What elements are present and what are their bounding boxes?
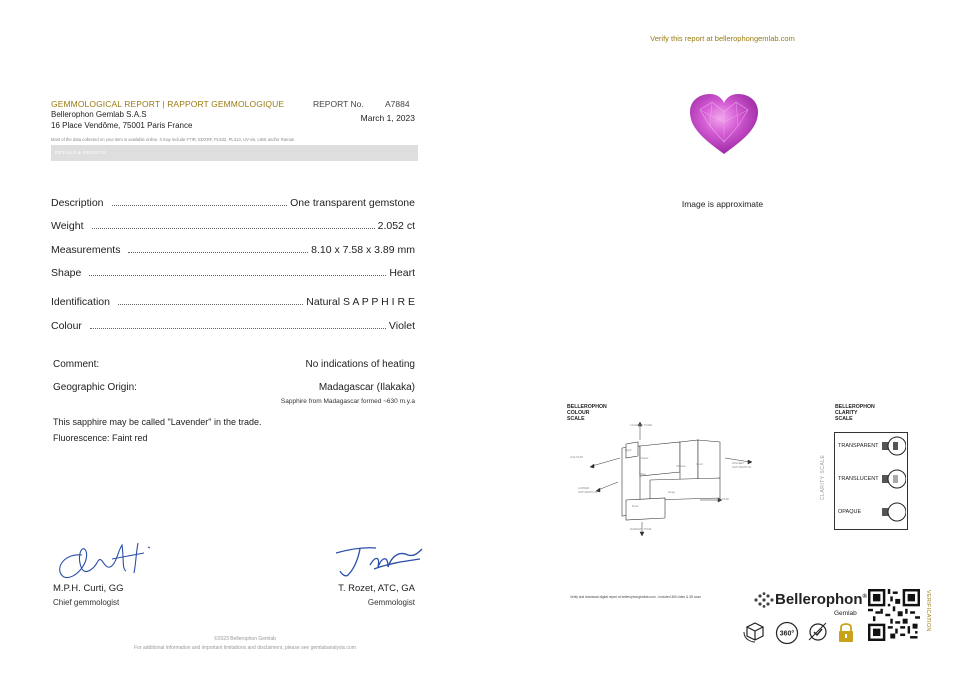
clarity-item-label: OPAQUE	[838, 509, 862, 515]
colour-scale-label: COLOUR	[570, 455, 583, 459]
brand-name: Bellerophon®	[775, 591, 867, 608]
vertical-verification-label: VERIFICATION	[925, 590, 931, 632]
detail-row-weight	[51, 218, 415, 232]
report-date: March 1, 2023	[360, 113, 415, 123]
detail-value: 8.10 x 7.58 x 3.89 mm	[311, 244, 415, 256]
transparent-icon	[880, 435, 906, 457]
data-note: Most of the data collected on your item is available online. It may include FTIR, EDXRF, PL532, PL313, UV-vis, LIBS and/or Raman	[51, 137, 295, 142]
signature-curti	[52, 533, 157, 583]
colour-scale-label: Vibrant	[676, 464, 686, 468]
detail-row-colour	[51, 318, 415, 332]
lock-icon	[836, 620, 856, 644]
origin-note: Sapphire from Madagascar formed ~630 m.y.a	[280, 398, 415, 405]
gemstone-image	[688, 92, 760, 158]
dot-leader	[92, 227, 375, 229]
colour-scale-label: LOWER SATURATION	[578, 486, 597, 494]
colour-scale-label: Blue	[640, 472, 647, 476]
signatory-2-role: Gemmologist	[367, 598, 415, 607]
translucent-icon	[880, 468, 906, 490]
image-caption: Image is approximate	[681, 199, 764, 209]
detail-label: Colour	[51, 320, 82, 332]
detail-label: Identification	[51, 296, 110, 308]
360-label: 360°	[779, 630, 795, 638]
report-number: A7884	[385, 99, 410, 109]
origin-value: Madagascar (Ilakaka)	[318, 382, 415, 393]
fluorescence-note: Fluorescence: Faint red	[53, 433, 148, 443]
detail-value: Heart	[389, 267, 415, 279]
verified-check-icon	[806, 620, 830, 644]
trade-note: This sapphire may be called "Lavender" in the trade.	[53, 417, 262, 427]
dot-leader	[89, 274, 386, 276]
360-video-icon	[775, 621, 799, 645]
detail-value: Violet	[388, 320, 415, 332]
colour-scale-label: DARKER TONE	[630, 527, 652, 531]
colour-scale-label: Dark	[632, 504, 639, 508]
origin-label: Geographic Origin:	[53, 382, 137, 393]
comment-label: Comment:	[53, 359, 100, 370]
colour-scale-label: Deep	[668, 490, 676, 494]
detail-value: One transparent gemstone	[290, 197, 415, 209]
verify-link-text[interactable]: Verify this report at bellerophongemlab.com	[650, 34, 795, 43]
qr-code[interactable]	[868, 589, 920, 641]
signature-rozet	[330, 535, 425, 580]
detail-label: Shape	[51, 267, 82, 279]
dot-leader	[128, 251, 308, 253]
detail-row-measurements	[51, 242, 415, 256]
detail-row-description	[51, 195, 415, 209]
3d-scan-icon	[742, 620, 768, 644]
detail-label: Measurements	[51, 244, 121, 256]
colour-scale-diagram	[570, 422, 765, 537]
detail-row-identification	[51, 294, 415, 308]
brand-sub: Gemlab	[834, 610, 857, 617]
comment-value: No indications of heating	[305, 359, 415, 370]
dot-leader	[112, 204, 288, 206]
colour-scale-label: LIGHTER TONE	[630, 423, 653, 427]
detail-value: Natural S A P P H I R E	[306, 296, 415, 308]
clarity-item-label: TRANSLUCENT	[838, 476, 879, 482]
detail-label: Description	[51, 197, 104, 209]
company-name: Bellerophon Gemlab S.A.S	[51, 110, 147, 119]
dot-leader	[90, 327, 386, 329]
company-address: 16 Place Vendôme, 75001 Paris France	[51, 121, 193, 130]
signatory-1-name: M.P.H. Curti, GG	[53, 583, 124, 594]
clarity-scale-title: BELLEROPHON CLARITY SCALE	[835, 404, 875, 422]
colour-scale-label: COLOUR	[716, 497, 729, 501]
verify-download-note: Verify and download digital report at bellerophongemlab.com - Included 360 video & 3D scan	[570, 595, 701, 599]
colour-scale-label: HIGHER SATURATION	[732, 461, 751, 469]
signatory-2-name: T. Rozet, ATC, GA	[338, 583, 415, 594]
dot-leader	[118, 303, 303, 305]
section-label: DETAILS & RESULTS	[55, 150, 107, 155]
detail-label: Weight	[51, 220, 84, 232]
footer-copyright: ©2023 Bellerophon Gemlab	[214, 636, 276, 642]
detail-value: 2.052 ct	[377, 220, 415, 232]
signatory-1-role: Chief gemmologist	[53, 598, 120, 607]
bellerophon-logo-icon	[752, 592, 774, 608]
colour-scale-label: Pastel	[640, 456, 649, 460]
detail-row-shape	[51, 265, 415, 279]
colour-scale-title: BELLEROPHON COLOUR SCALE	[567, 404, 607, 422]
opaque-icon	[880, 501, 906, 523]
colour-scale-label: Vivid	[696, 462, 703, 466]
footer-disclaimer: For additional information and important limitations and disclaimers, please see gemlabanalysis.com	[134, 645, 356, 651]
clarity-scale-side-label: CLARITY SCALE	[820, 454, 826, 500]
report-title: GEMMOLOGICAL REPORT | RAPPORT GEMMOLOGIQUE	[51, 99, 285, 109]
clarity-item-label: TRANSPARENT	[838, 443, 879, 449]
report-number-label: REPORT No.	[313, 99, 364, 109]
colour-scale-label: Light	[625, 448, 632, 452]
